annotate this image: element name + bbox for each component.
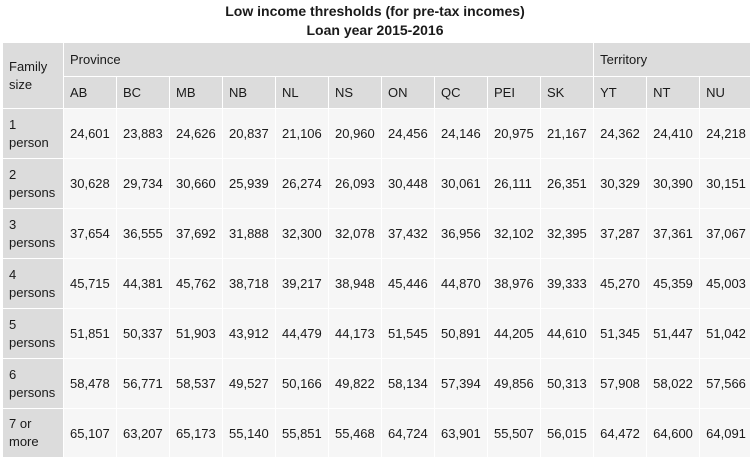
table-row <box>3 359 750 409</box>
threshold-cell-on: 64,724 <box>382 409 435 458</box>
threshold-cell-nt: 37,361 <box>647 209 700 259</box>
threshold-cell-bc: 63,207 <box>117 409 170 458</box>
family-size-label-line1: 6 <box>9 366 17 382</box>
threshold-cell-nu: 64,091 <box>700 409 750 458</box>
threshold-cell-pei: 26,111 <box>488 159 541 209</box>
threshold-cell-nb: 43,912 <box>223 309 276 359</box>
threshold-cell-sk: 50,313 <box>541 359 594 409</box>
threshold-cell-ab: 24,601 <box>64 109 117 159</box>
family-size-label-line2: more <box>9 434 39 449</box>
family-size-label-line2: persons <box>9 334 56 350</box>
family-size-header <box>3 43 64 109</box>
threshold-cell-nl: 55,851 <box>276 409 329 458</box>
family-size-cell <box>3 109 64 159</box>
column-header-on: ON <box>382 77 435 109</box>
threshold-cell-ab: 37,654 <box>64 209 117 259</box>
threshold-cell-on: 58,134 <box>382 359 435 409</box>
threshold-cell-nu: 24,218 <box>700 109 750 159</box>
family-size-label-line1: 1 <box>9 116 17 132</box>
threshold-cell-yt: 30,329 <box>594 159 647 209</box>
header-code-row <box>3 77 750 109</box>
family-size-cell <box>3 209 64 259</box>
threshold-cell-bc: 50,337 <box>117 309 170 359</box>
column-header-ns: NS <box>329 77 382 109</box>
family-size-cell <box>3 359 64 409</box>
threshold-cell-mb: 30,660 <box>170 159 223 209</box>
threshold-cell-ab: 65,107 <box>64 409 117 458</box>
threshold-cell-qc: 63,901 <box>435 409 488 458</box>
threshold-cell-sk: 21,167 <box>541 109 594 159</box>
threshold-cell-mb: 65,173 <box>170 409 223 458</box>
table-body <box>3 109 750 458</box>
threshold-cell-ns: 44,173 <box>329 309 382 359</box>
threshold-cell-ns: 26,093 <box>329 159 382 209</box>
caption-title: Low income thresholds (for pre-tax incomes) <box>225 3 525 19</box>
threshold-cell-yt: 57,908 <box>594 359 647 409</box>
territory-group-header: Territory <box>594 43 750 77</box>
threshold-cell-ns: 20,960 <box>329 109 382 159</box>
threshold-cell-ns: 32,078 <box>329 209 382 259</box>
threshold-cell-pei: 20,975 <box>488 109 541 159</box>
column-header-ab: AB <box>64 77 117 109</box>
threshold-cell-mb: 58,537 <box>170 359 223 409</box>
family-size-header-line1: Family <box>9 58 48 74</box>
threshold-cell-mb: 24,626 <box>170 109 223 159</box>
threshold-cell-nt: 64,600 <box>647 409 700 458</box>
threshold-cell-on: 51,545 <box>382 309 435 359</box>
threshold-cell-nb: 55,140 <box>223 409 276 458</box>
family-size-label-line1: 2 <box>9 166 17 182</box>
threshold-cell-nb: 38,718 <box>223 259 276 309</box>
column-header-nl: NL <box>276 77 329 109</box>
table-row <box>3 409 750 458</box>
family-size-label-line2: persons <box>9 184 56 200</box>
threshold-cell-nb: 49,527 <box>223 359 276 409</box>
threshold-cell-bc: 56,771 <box>117 359 170 409</box>
table-header <box>3 43 750 109</box>
threshold-cell-nu: 57,566 <box>700 359 750 409</box>
threshold-cell-on: 24,456 <box>382 109 435 159</box>
table-caption <box>0 0 750 42</box>
threshold-cell-bc: 23,883 <box>117 109 170 159</box>
province-group-header: Province <box>64 43 594 77</box>
threshold-cell-pei: 49,856 <box>488 359 541 409</box>
family-size-cell <box>3 309 64 359</box>
threshold-cell-sk: 44,610 <box>541 309 594 359</box>
threshold-cell-nb: 31,888 <box>223 209 276 259</box>
column-header-nu: NU <box>700 77 750 109</box>
threshold-cell-yt: 45,270 <box>594 259 647 309</box>
threshold-cell-ab: 45,715 <box>64 259 117 309</box>
threshold-cell-bc: 36,555 <box>117 209 170 259</box>
threshold-cell-mb: 37,692 <box>170 209 223 259</box>
column-header-nb: NB <box>223 77 276 109</box>
threshold-cell-pei: 38,976 <box>488 259 541 309</box>
threshold-cell-nb: 20,837 <box>223 109 276 159</box>
threshold-cell-nl: 21,106 <box>276 109 329 159</box>
threshold-cell-ns: 55,468 <box>329 409 382 458</box>
threshold-cell-ab: 58,478 <box>64 359 117 409</box>
column-header-pei: PEI <box>488 77 541 109</box>
threshold-cell-nl: 26,274 <box>276 159 329 209</box>
column-header-sk: SK <box>541 77 594 109</box>
family-size-label-line2: persons <box>9 284 56 300</box>
threshold-cell-qc: 57,394 <box>435 359 488 409</box>
threshold-cell-nl: 32,300 <box>276 209 329 259</box>
threshold-cell-sk: 32,395 <box>541 209 594 259</box>
threshold-cell-qc: 24,146 <box>435 109 488 159</box>
threshold-cell-mb: 45,762 <box>170 259 223 309</box>
family-size-label-line1: 3 <box>9 216 17 232</box>
header-group-row <box>3 43 750 77</box>
threshold-cell-yt: 64,472 <box>594 409 647 458</box>
threshold-cell-mb: 51,903 <box>170 309 223 359</box>
family-size-label-line2: persons <box>9 234 56 250</box>
threshold-cell-on: 30,448 <box>382 159 435 209</box>
caption-subtitle: Loan year 2015-2016 <box>306 22 444 38</box>
threshold-cell-nu: 51,042 <box>700 309 750 359</box>
threshold-cell-nu: 45,003 <box>700 259 750 309</box>
threshold-cell-pei: 55,507 <box>488 409 541 458</box>
family-size-label-line1: 5 <box>9 316 17 332</box>
threshold-cell-sk: 26,351 <box>541 159 594 209</box>
column-header-yt: YT <box>594 77 647 109</box>
threshold-cell-on: 37,432 <box>382 209 435 259</box>
table-row <box>3 109 750 159</box>
low-income-thresholds-table <box>2 42 750 458</box>
column-header-qc: QC <box>435 77 488 109</box>
threshold-cell-sk: 56,015 <box>541 409 594 458</box>
table-row <box>3 309 750 359</box>
threshold-cell-qc: 30,061 <box>435 159 488 209</box>
threshold-cell-nl: 44,479 <box>276 309 329 359</box>
threshold-cell-bc: 29,734 <box>117 159 170 209</box>
column-header-bc: BC <box>117 77 170 109</box>
column-header-mb: MB <box>170 77 223 109</box>
threshold-cell-ab: 51,851 <box>64 309 117 359</box>
threshold-cell-nt: 58,022 <box>647 359 700 409</box>
threshold-cell-nl: 50,166 <box>276 359 329 409</box>
column-header-nt: NT <box>647 77 700 109</box>
family-size-label-line2: persons <box>9 384 56 400</box>
threshold-cell-on: 45,446 <box>382 259 435 309</box>
threshold-cell-yt: 37,287 <box>594 209 647 259</box>
threshold-cell-bc: 44,381 <box>117 259 170 309</box>
family-size-cell <box>3 159 64 209</box>
threshold-cell-pei: 32,102 <box>488 209 541 259</box>
threshold-cell-nu: 30,151 <box>700 159 750 209</box>
threshold-cell-nt: 30,390 <box>647 159 700 209</box>
threshold-cell-ns: 38,948 <box>329 259 382 309</box>
threshold-cell-yt: 51,345 <box>594 309 647 359</box>
threshold-cell-yt: 24,362 <box>594 109 647 159</box>
threshold-cell-nl: 39,217 <box>276 259 329 309</box>
threshold-cell-nt: 24,410 <box>647 109 700 159</box>
threshold-cell-qc: 36,956 <box>435 209 488 259</box>
table-row <box>3 159 750 209</box>
threshold-cell-nu: 37,067 <box>700 209 750 259</box>
family-size-label-line1: 7 or <box>9 416 32 431</box>
threshold-cell-nt: 45,359 <box>647 259 700 309</box>
family-size-label-line1: 4 <box>9 266 17 282</box>
family-size-cell <box>3 409 64 458</box>
threshold-cell-sk: 39,333 <box>541 259 594 309</box>
threshold-cell-ns: 49,822 <box>329 359 382 409</box>
threshold-cell-pei: 44,205 <box>488 309 541 359</box>
threshold-cell-qc: 50,891 <box>435 309 488 359</box>
family-size-label-line2: person <box>9 134 49 150</box>
family-size-cell <box>3 259 64 309</box>
threshold-cell-qc: 44,870 <box>435 259 488 309</box>
table-row <box>3 259 750 309</box>
threshold-cell-ab: 30,628 <box>64 159 117 209</box>
table-row <box>3 209 750 259</box>
threshold-cell-nt: 51,447 <box>647 309 700 359</box>
family-size-header-line2: size <box>9 76 33 92</box>
threshold-cell-nb: 25,939 <box>223 159 276 209</box>
